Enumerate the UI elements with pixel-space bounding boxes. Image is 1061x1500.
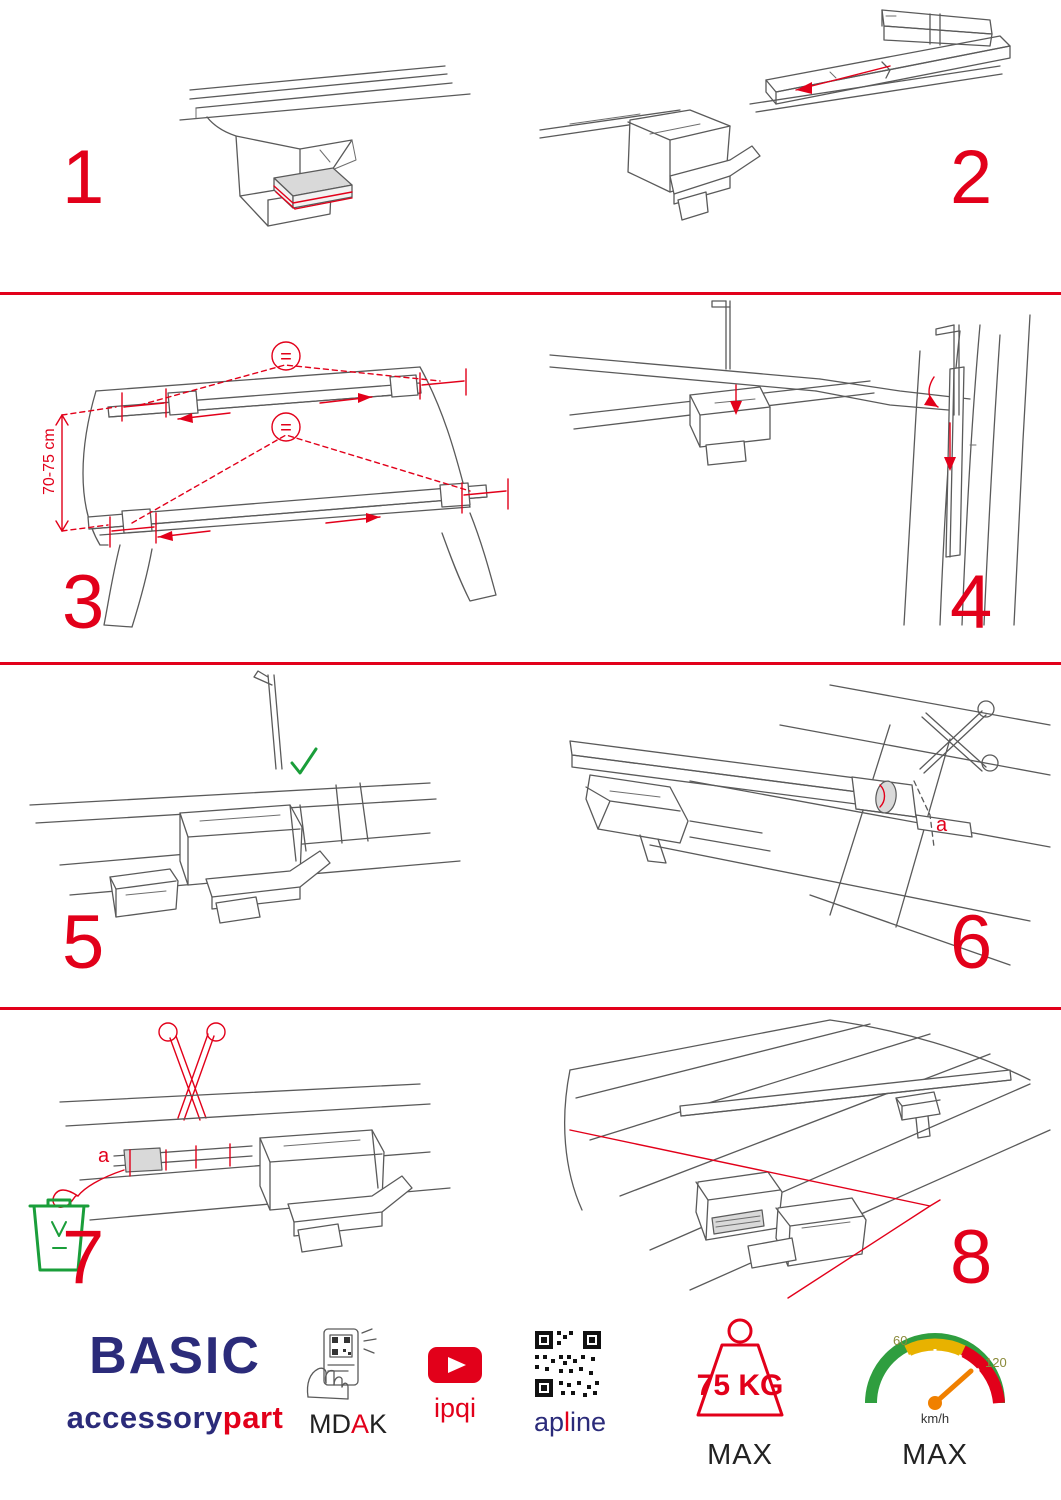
brand-accessory-text: accessory (66, 1400, 223, 1435)
step-4-panel (530, 295, 1061, 660)
mark-a-step7: a (98, 1145, 110, 1167)
step-3-panel (0, 295, 530, 660)
step-number-2: 2 (950, 135, 993, 220)
max-speed-block (845, 1315, 1025, 1472)
step-number-3: 3 (62, 560, 105, 645)
youtube-icon[interactable] (400, 1341, 510, 1387)
logo-mdak-label: MDAK (308, 1409, 388, 1439)
hand-phone-qr-icon (288, 1325, 408, 1403)
weight-icon (650, 1315, 830, 1435)
mark-a-step6: a (936, 814, 948, 836)
speed-unit: km/h (920, 1411, 950, 1426)
step-number-1: 1 (62, 135, 105, 220)
max-weight-block (650, 1315, 830, 1472)
footer (0, 1305, 1061, 1500)
qr-code-icon[interactable] (505, 1325, 635, 1401)
weight-max-label: MAX (707, 1439, 773, 1471)
logo-apline (505, 1325, 635, 1436)
step-number-5: 5 (62, 900, 105, 985)
step-number-7: 7 (62, 1215, 105, 1300)
spacing-label: 70-75 cm (41, 428, 58, 495)
step-7-panel (0, 1010, 530, 1305)
speedometer-icon (845, 1315, 1025, 1435)
logo-ipqi-label: ipqi (433, 1393, 477, 1423)
step-8-panel (530, 1010, 1061, 1305)
speed-max-label: MAX (902, 1439, 968, 1471)
scissors-icon-red (159, 1023, 225, 1120)
speed-tick-60: 60 (893, 1333, 908, 1348)
step-2-panel (530, 0, 1061, 290)
step-number-8: 8 (950, 1215, 993, 1300)
step-number-6: 6 (950, 900, 993, 985)
speed-tick-120: 120 (985, 1355, 1007, 1370)
logo-mdak (288, 1325, 408, 1438)
brand-accessorypart-label (60, 1402, 290, 1433)
step-6-panel (530, 665, 1061, 1005)
brand-basic-label: BASIC (89, 1327, 261, 1385)
brand-block (60, 1327, 290, 1435)
logo-ipqi (400, 1341, 510, 1422)
brand-part-text: part (222, 1400, 284, 1435)
logo-apline-label: apline (533, 1407, 607, 1437)
step-5-panel (0, 665, 530, 1005)
equal-sign-bottom: = (280, 417, 292, 439)
weight-value: 75 KG (696, 1369, 784, 1402)
step-1-panel (0, 0, 530, 290)
equal-sign-top: = (280, 346, 292, 368)
step-number-4: 4 (950, 560, 993, 645)
scissors-icon (920, 701, 998, 773)
